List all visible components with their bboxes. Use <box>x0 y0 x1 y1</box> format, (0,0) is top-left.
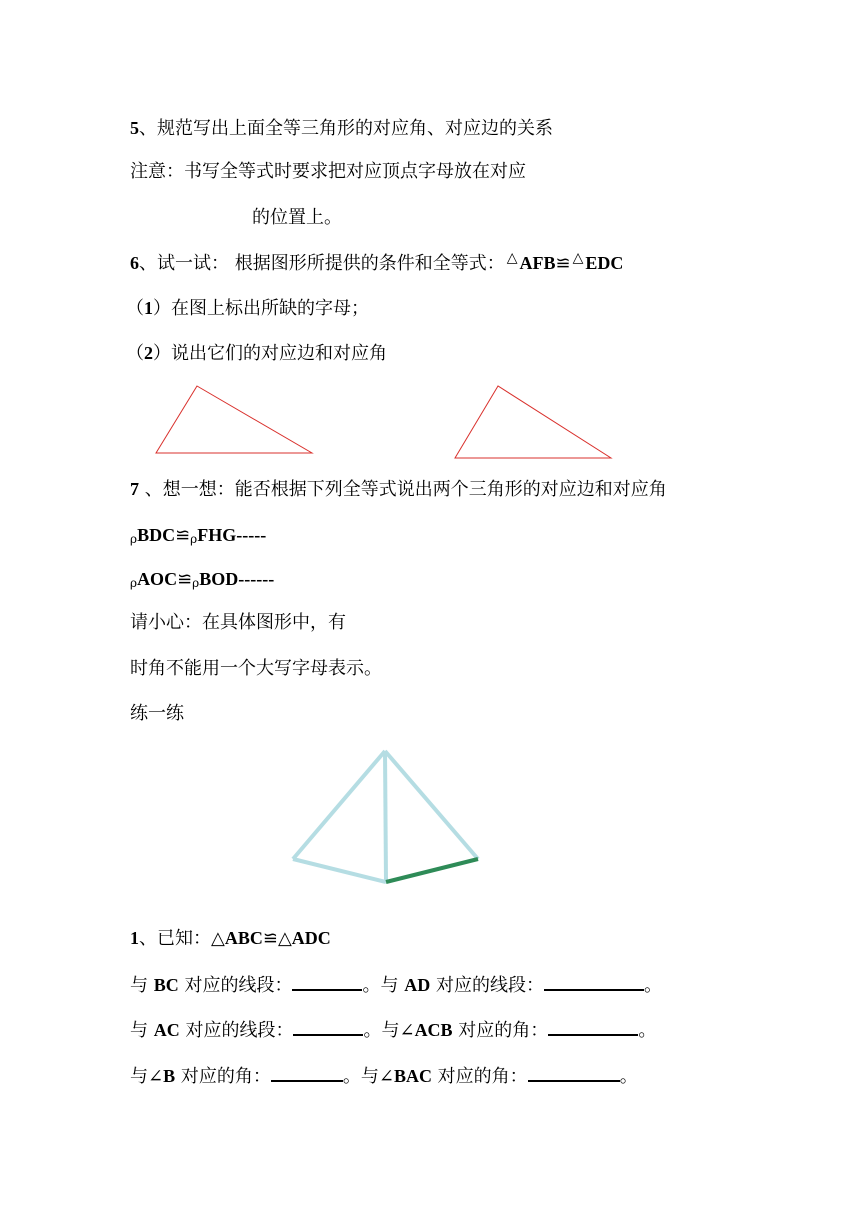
row-text: 。与∠ <box>363 1020 415 1041</box>
q5-number: 5 <box>130 118 139 138</box>
row-text: 。 <box>638 1020 657 1041</box>
rho-symbol: ρ <box>130 576 138 590</box>
careful-line-2: 时角不能用一个大写字母表示。 <box>130 658 382 679</box>
row-text: 对应的角： <box>431 1066 528 1087</box>
row-text: 。 <box>643 975 662 996</box>
rho-symbol: ρ <box>192 576 200 590</box>
row-text: 。与 <box>362 975 405 996</box>
row-text: 。与∠ <box>342 1066 394 1087</box>
q7-text: 、想一想：能否根据下列全等式说出两个三角形的对应边和对应角 <box>139 479 667 500</box>
paren: （ <box>126 343 144 364</box>
eq-part: AOC <box>137 569 178 589</box>
row-text: 对应的线段： <box>430 975 544 996</box>
row-text: 对应的线段： <box>179 1020 294 1041</box>
known-eq-a: △ABC <box>211 928 263 948</box>
segment-middle <box>385 751 386 882</box>
row-key: AC <box>153 1020 180 1040</box>
triangle-right <box>455 386 611 458</box>
q6-edc: EDC <box>585 253 624 273</box>
congruent-symbol: ≌ <box>262 928 278 949</box>
segment-right <box>385 751 478 859</box>
known-number: 1 <box>130 928 139 948</box>
sub-number: 2 <box>144 343 153 363</box>
known-eq-b: △ADC <box>277 928 331 948</box>
row-text: 与∠ <box>130 1066 164 1087</box>
row-key: ACB <box>414 1020 453 1040</box>
q6-number: 6 <box>130 253 139 273</box>
segment-bottom-right <box>386 859 478 882</box>
sub-text: ）在图上标出所缺的字母； <box>153 298 369 319</box>
congruent-symbol: ≌ <box>177 569 193 590</box>
row-key: BC <box>153 975 179 995</box>
paren: （ <box>126 298 144 319</box>
congruent-symbol: ≌ <box>555 253 571 274</box>
eq-part: BOD------ <box>199 569 275 589</box>
practice-title: 练一练 <box>130 703 184 724</box>
row-text: 对应的角： <box>175 1066 271 1087</box>
segment-bottom-left <box>293 859 386 882</box>
triangle-symbol: △ <box>506 250 518 266</box>
note-line-2: 的位置上。 <box>252 207 342 228</box>
triangle-afb <box>156 386 312 453</box>
triangle-left <box>156 386 312 453</box>
q7-number: 7 <box>130 479 139 499</box>
eq-part: FHG----- <box>197 525 267 545</box>
row-text: 对应的线段： <box>178 975 293 996</box>
q6-text: 、试一试： 根据图形所提供的条件和全等式： <box>139 253 505 274</box>
rho-symbol: ρ <box>130 532 138 546</box>
sub-text: ）说出它们的对应边和对应角 <box>153 343 387 364</box>
pyramid-figure <box>293 751 478 882</box>
careful-line-1: 请小心：在具体图形中，有 <box>130 612 346 633</box>
row-key: AD <box>404 975 431 995</box>
congruent-symbol: ≌ <box>175 525 191 546</box>
rho-symbol: ρ <box>190 532 198 546</box>
row-text: 对应的角： <box>452 1020 549 1041</box>
row-text: 与 <box>130 975 154 996</box>
q6-afb: AFB <box>519 253 556 273</box>
row-key: BAC <box>393 1066 432 1086</box>
triangle-symbol: △ <box>572 250 584 266</box>
q5-text: 、规范写出上面全等三角形的对应角、对应边的关系 <box>139 118 553 139</box>
row-text: 与 <box>130 1020 154 1041</box>
segment-left <box>293 751 385 859</box>
eq-part: BDC <box>137 525 176 545</box>
triangle-edc <box>455 386 611 458</box>
note-line-1: 注意：书写全等式时要求把对应顶点字母放在对应 <box>130 161 526 182</box>
known-text: 、已知： <box>139 928 211 949</box>
sub-number: 1 <box>144 298 153 318</box>
row-key: B <box>163 1066 176 1086</box>
row-text: 。 <box>619 1066 638 1087</box>
